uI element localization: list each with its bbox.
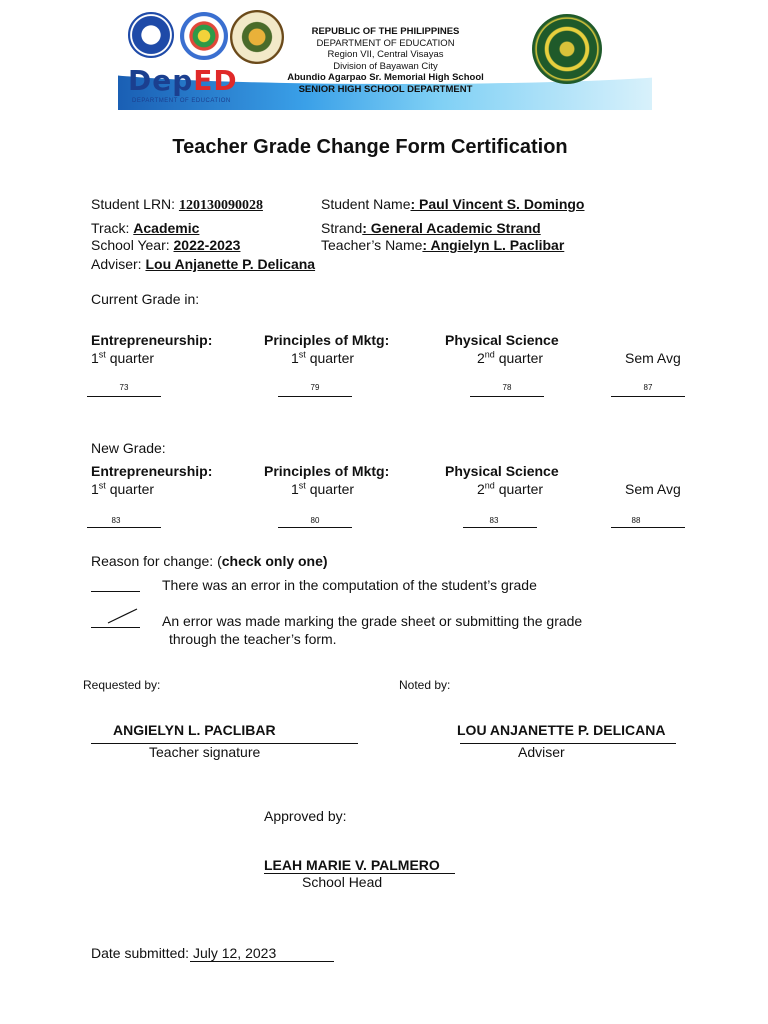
new-sem-avg-value: 88 [631,516,641,525]
adviser-value: Lou Anjanette P. Delicana [145,256,316,272]
current-grade-value: 73 [119,383,129,392]
header-line: Abundio Agarpao Sr. Memorial High School [287,72,484,83]
teacher-name-row [321,237,564,253]
adviser-row [91,256,315,272]
header-text-block [268,26,503,95]
new-grade-line [463,527,537,528]
teacher-name-value: : Angielyn L. Paclibar [422,237,565,253]
page-title: Teacher Grade Change Form Certification [172,136,568,158]
current-sem-avg-label: Sem Avg [625,350,681,366]
new-grade-line [278,527,352,528]
lrn-label: Student LRN: [91,196,179,212]
reason-option-1-text: There was an error in the computation of the student’s grade [162,577,537,593]
date-submitted-label: Date submitted [91,945,186,961]
reason-option-2-text-line-1: An error was made marking the grade sheet or submitting the grade [162,613,583,629]
current-grade-label: Current Grade in: [91,291,200,307]
current-subject-principles-mktg: Principles of Mktg: [264,332,390,348]
track-value: Academic [133,220,200,236]
new-grade-value: 80 [310,516,320,525]
new-subject-principles-mktg: Principles of Mktg: [264,463,390,479]
current-grade-line [278,396,352,397]
new-quarter-1: 1st quarter [91,480,155,497]
track-label: Track: [91,220,134,236]
lrn-row [91,196,263,214]
current-grade-line [87,396,161,397]
deped-logo-text-ed: ED [193,64,238,97]
school-year-value: 2022-2023 [173,237,241,253]
new-grade-value: 83 [489,516,499,525]
teacher-signature-name: ANGIELYN L. PACLIBAR [113,722,276,738]
requested-by-label: Requested by: [83,678,161,692]
approved-by-label: Approved by: [264,808,347,824]
track-row [91,220,199,236]
header-line: SENIOR HIGH SCHOOL DEPARTMENT [298,83,473,95]
new-sem-avg-label: Sem Avg [625,481,681,497]
strand-row [321,220,541,236]
school-year-row [91,237,240,253]
adviser-signature-line [460,743,676,744]
adviser-label: Adviser: [91,256,146,272]
header-line: DEPARTMENT OF EDUCATION [316,37,455,49]
current-quarter-1: 1st quarter [91,349,155,366]
reason-option-2-text-line-2: through the teacher’s form. [169,631,337,647]
current-grade-value: 79 [310,383,320,392]
student-name-row [321,196,584,212]
reason-option-2-checkbox[interactable] [91,627,140,628]
current-subject-physical-science: Physical Science [445,332,559,348]
school-head-role: School Head [302,874,383,890]
date-submitted-value: : July 12, 2023 [185,945,277,961]
check-mark-icon [104,606,140,626]
new-grade-value: 83 [111,516,121,525]
adviser-signature-role: Adviser [518,744,565,760]
student-name-label: Student Name [321,196,411,212]
new-quarter-2: 1st quarter [291,480,355,497]
header-line: Region VII, Central Visayas [327,49,444,60]
deped-logo-subtext: DEPARTMENT OF EDUCATION [132,98,231,104]
strand-value: : General Academic Strand [362,220,541,236]
date-submitted-line [190,961,334,962]
deped-seal-logo [128,12,174,58]
new-subject-entrepreneurship: Entrepreneurship: [91,463,213,479]
current-grade-line [470,396,544,397]
school-seal-logo [532,14,602,84]
teacher-signature-role: Teacher signature [149,744,261,760]
current-sem-avg-value: 87 [643,383,653,392]
region-vii-seal-logo [180,12,228,60]
lrn-value: 120130090028 [178,198,263,213]
new-quarter-3: 2nd quarter [477,480,544,497]
teacher-name-label: Teacher’s Name [321,237,423,253]
current-grade-value: 78 [502,383,512,392]
header-banner [118,8,652,110]
school-year-label: School Year: [91,237,174,253]
header-line: Division of Bayawan City [333,60,438,72]
deped-logo-text-dep: Dep [128,64,194,97]
deped-logo [128,64,238,97]
current-quarter-2: 1st quarter [291,349,355,366]
current-quarter-3: 2nd quarter [477,349,544,366]
header-line: REPUBLIC OF THE PHILIPPINES [311,26,460,37]
reason-option-1-checkbox[interactable] [91,591,140,592]
strand-label: Strand [321,220,363,236]
new-subject-physical-science: Physical Science [445,463,559,479]
new-grade-line [87,527,161,528]
noted-by-label: Noted by: [399,678,451,692]
current-subject-entrepreneurship: Entrepreneurship: [91,332,213,348]
new-grade-label: New Grade: [91,440,166,456]
reason-label: Reason for change: (check only one) [91,553,328,569]
new-grade-line [611,527,685,528]
school-head-name: LEAH MARIE V. PALMERO [264,857,440,873]
date-submitted-row [91,945,276,961]
adviser-signature-name: LOU ANJANETTE P. DELICANA [457,722,666,738]
student-name-value: : Paul Vincent S. Domingo [410,196,585,212]
current-grade-line [611,396,685,397]
